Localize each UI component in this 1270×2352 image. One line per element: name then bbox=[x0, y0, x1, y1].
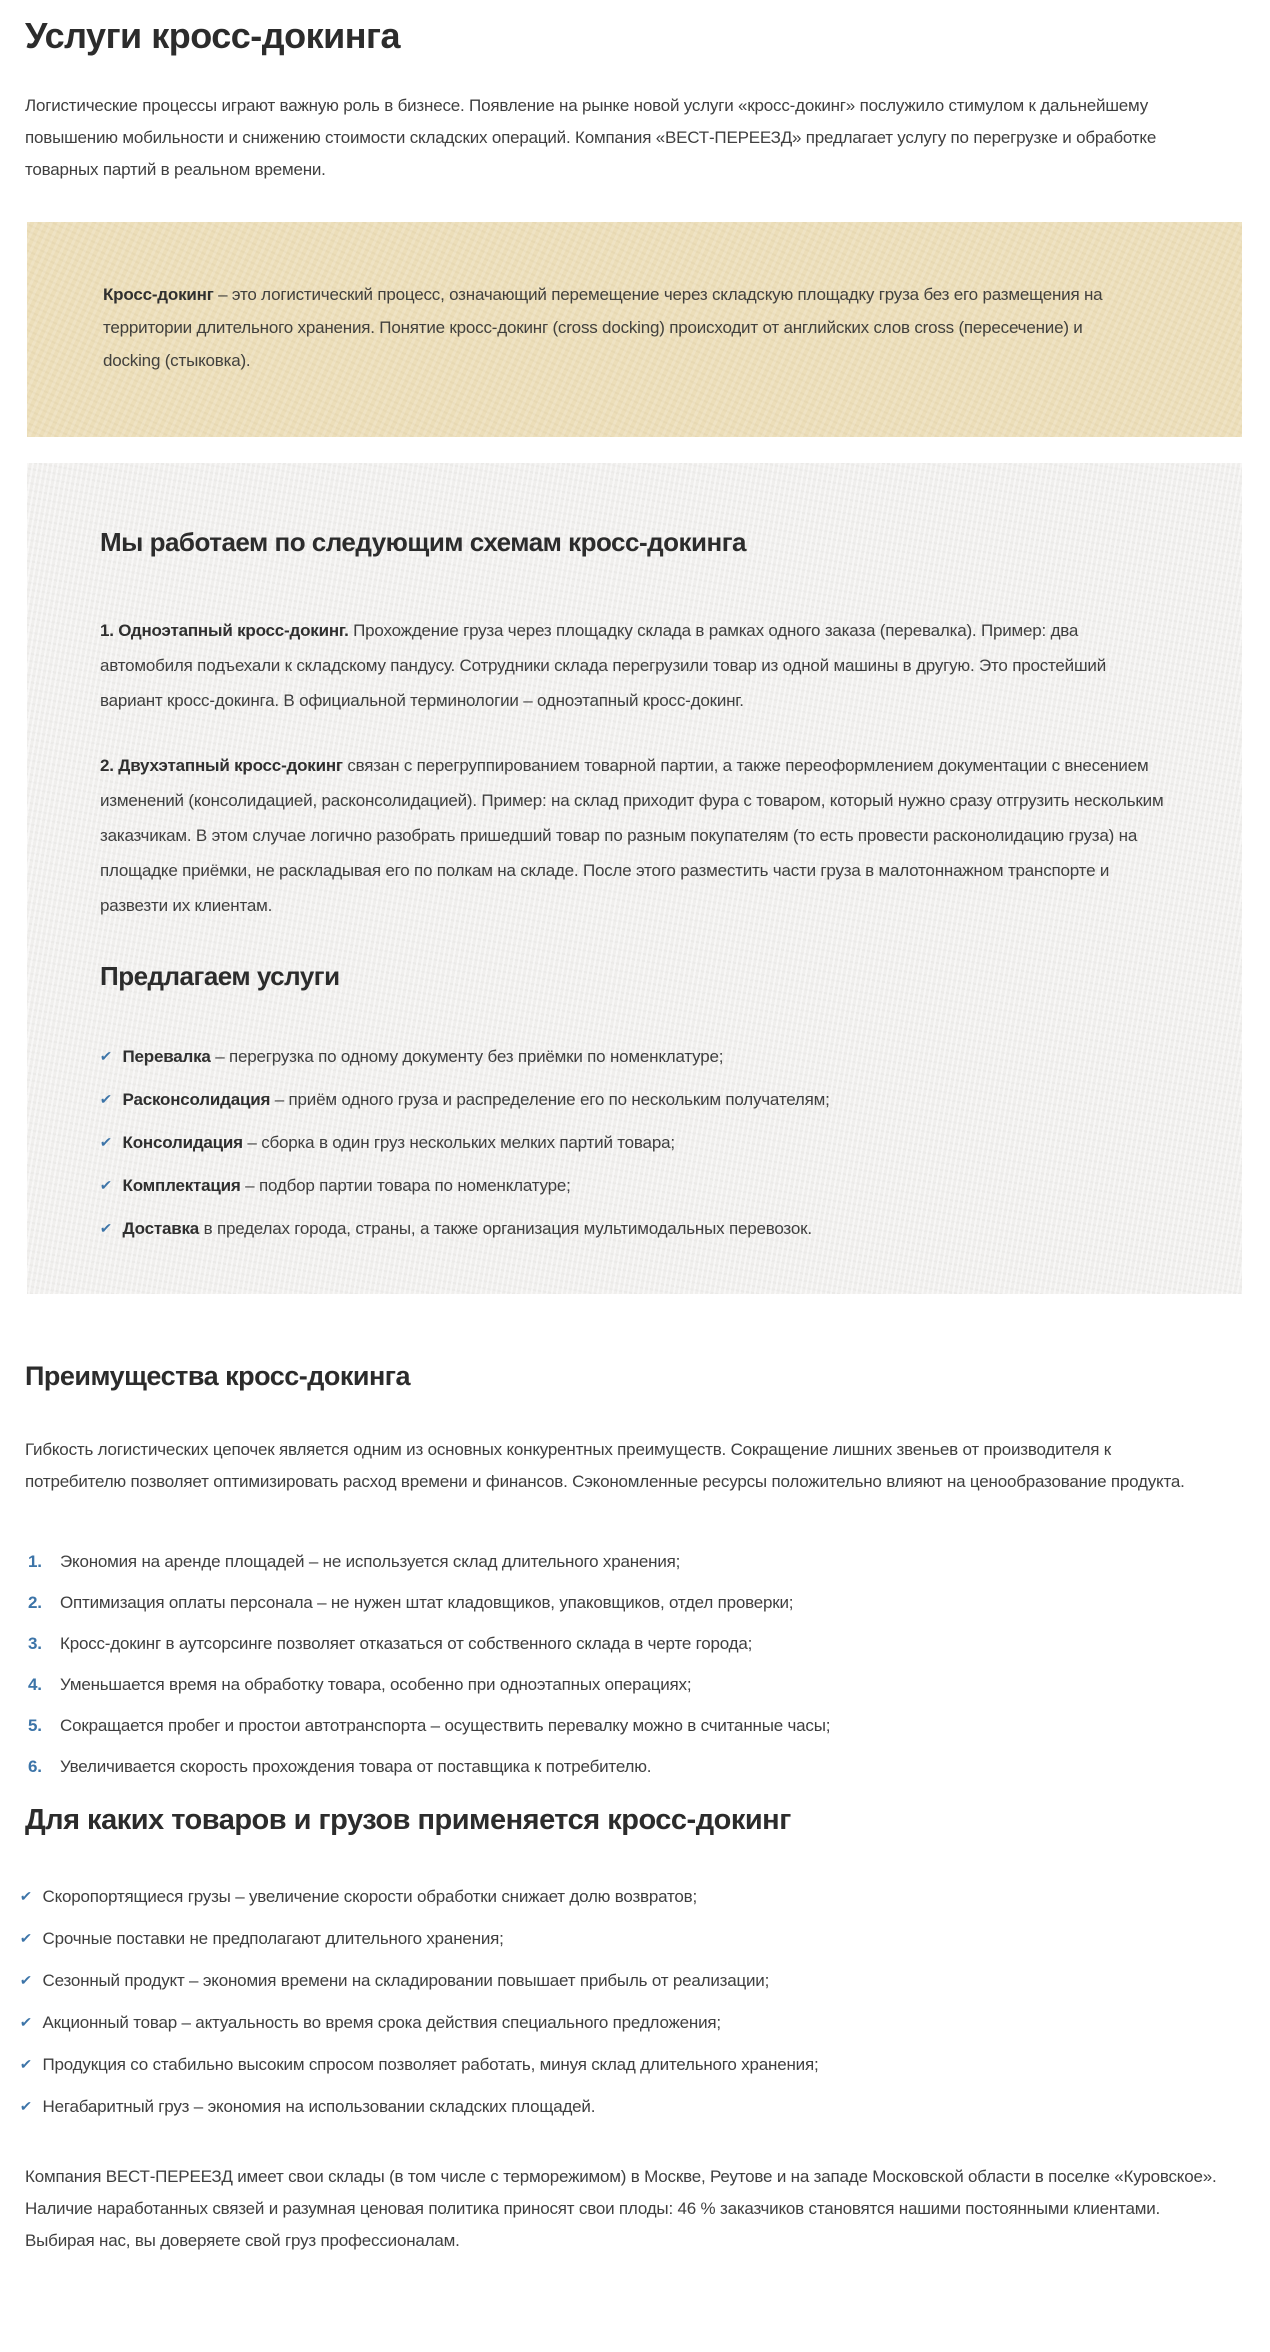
service-text: – подбор партии товара по номенклатуре; bbox=[240, 1176, 571, 1195]
list-item bbox=[100, 1127, 1167, 1159]
definition-callout bbox=[27, 222, 1242, 437]
check-icon: ✔ bbox=[99, 1048, 113, 1064]
goods-text: Негабаритный груз – экономия на использовании складских площадей. bbox=[42, 2097, 596, 2116]
goods-text: Продукция со стабильно высоким спросом позволяет работать, минуя склад длительного хранения; bbox=[42, 2055, 819, 2074]
check-icon: ✔ bbox=[19, 2014, 33, 2030]
service-lead: Доставка bbox=[122, 1219, 200, 1238]
list-item bbox=[28, 1628, 1225, 1660]
services-heading: Предлагаем услуги bbox=[100, 961, 340, 991]
page-title: Услуги кросс-докинга bbox=[25, 15, 400, 56]
goods-heading: Для каких товаров и грузов применяется кросс-докинг bbox=[25, 1804, 791, 1836]
list-item bbox=[20, 2049, 1225, 2081]
list-number: 4. bbox=[28, 1675, 42, 1694]
advantage-text: Оптимизация оплаты персонала – не нужен штат кладовщиков, упаковщиков, отдел проверки; bbox=[60, 1593, 794, 1612]
advantage-text: Сокращается пробег и простои автотранспорта – осуществить перевалку можно в считанные часы; bbox=[60, 1716, 831, 1735]
advantages-paragraph: Гибкость логистических цепочек является одним из основных конкурентных преимуществ. Сокращение лишних звеньев от производителя к потребителю позволяет оптимизировать расход времени и финансов. Сэкономленные ресурсы положительно влияют на ценообразование продукта. bbox=[25, 1440, 1185, 1491]
schemes-heading: Мы работаем по следующим схемам кросс-докинга bbox=[100, 527, 746, 557]
advantage-text: Уменьшается время на обработку товара, особенно при одноэтапных операциях; bbox=[60, 1675, 692, 1694]
list-item bbox=[28, 1546, 1225, 1578]
goods-text: Акционный товар – актуальность во время срока действия специального предложения; bbox=[42, 2013, 721, 2032]
scheme-paragraph bbox=[100, 748, 1167, 923]
service-text: в пределах города, страны, а также организация мультимодальных перевозок. bbox=[199, 1219, 812, 1238]
scheme-lead: 2. Двухэтапный кросс-докинг bbox=[100, 756, 343, 775]
closing-paragraph: Компания ВЕСТ-ПЕРЕЕЗД имеет свои склады (в том числе с терморежимом) в Москве, Реутове и на западе Московской области в поселке «Куровское». Наличие наработанных связей и разумная ценовая политика приносят свои плоды: 46 % заказчиков становятся нашими постоянными клиентами. Выбирая нас, вы доверяете свой груз профессионалам. bbox=[25, 2167, 1217, 2250]
scheme-lead: 1. Одноэтапный кросс-докинг. bbox=[100, 621, 349, 640]
advantage-text: Экономия на аренде площадей – не используется склад длительного хранения; bbox=[60, 1552, 681, 1571]
check-icon: ✔ bbox=[19, 1888, 33, 1904]
advantages-list bbox=[28, 1546, 1225, 1783]
list-item bbox=[28, 1587, 1225, 1619]
list-number: 5. bbox=[28, 1716, 42, 1735]
list-number: 3. bbox=[28, 1634, 42, 1653]
definition-body: – это логистический процесс, означающий перемещение через складскую площадку груза без его размещения на территории длительного хранения. Понятие кросс-докинг (cross docking) происходит от английских слов cross (пересечение) и docking (стыковка). bbox=[103, 285, 1103, 370]
advantages-heading: Преимущества кросс-докинга bbox=[25, 1361, 411, 1391]
list-item bbox=[28, 1710, 1225, 1742]
list-item bbox=[20, 2007, 1225, 2039]
list-item bbox=[20, 1923, 1225, 1955]
service-text: – приём одного груза и распределение его по нескольким получателям; bbox=[270, 1090, 830, 1109]
list-item bbox=[28, 1751, 1225, 1783]
scheme-body: Прохождение груза через площадку склада в рамках одного заказа (перевалка). Пример: два автомобиля подъехали к складскому пандусу. Сотрудники склада перегрузили товар из одной машины в другую. Это простейший вариант кросс-докинга. В официальной терминологии – одноэтапный кросс-докинг. bbox=[100, 621, 1107, 710]
goods-text: Сезонный продукт – экономия времени на складировании повышает прибыль от реализации; bbox=[42, 1971, 770, 1990]
scheme-body: связан с перегруппированием товарной партии, а также переоформлением документации с внесением изменений (консолидацией, расконсолидацией). Пример: на склад приходит фура с товаром, который нужно сразу отгрузить нескольким заказчикам. В этом случае логично разобрать пришедший товар по разным покупателям (то есть провести расконолидацию груза) на площадке приёмки, не раскладывая его по полкам на складе. После этого разместить части груза в малотоннажном транспорте и развезти их клиентам. bbox=[100, 756, 1164, 915]
goods-list bbox=[20, 1881, 1225, 2123]
list-number: 2. bbox=[28, 1593, 42, 1612]
goods-text: Скоропортящиеся грузы – увеличение скорости обработки снижает долю возвратов; bbox=[42, 1887, 698, 1906]
check-icon: ✔ bbox=[19, 1972, 33, 1988]
definition-text bbox=[103, 278, 1137, 377]
schemes-panel bbox=[27, 463, 1242, 1294]
check-icon: ✔ bbox=[19, 2056, 33, 2072]
list-item bbox=[100, 1170, 1167, 1202]
list-item bbox=[20, 1881, 1225, 1913]
service-lead: Комплектация bbox=[122, 1176, 241, 1195]
service-text: – перегрузка по одному документу без приёмки по номенклатуре; bbox=[210, 1047, 724, 1066]
service-text: – сборка в один груз нескольких мелких партий товара; bbox=[242, 1133, 675, 1152]
list-item bbox=[20, 2091, 1225, 2123]
list-item bbox=[100, 1084, 1167, 1116]
list-item bbox=[100, 1213, 1167, 1245]
check-icon: ✔ bbox=[99, 1134, 113, 1150]
service-lead: Расконсолидация bbox=[122, 1090, 271, 1109]
advantage-text: Увеличивается скорость прохождения товара от поставщика к потребителю. bbox=[60, 1757, 652, 1776]
service-lead: Консолидация bbox=[122, 1133, 243, 1152]
check-icon: ✔ bbox=[19, 1930, 33, 1946]
goods-text: Срочные поставки не предполагают длительного хранения; bbox=[42, 1929, 504, 1948]
check-icon: ✔ bbox=[99, 1220, 113, 1236]
intro-paragraph: Логистические процессы играют важную роль в бизнесе. Появление на рынке новой услуги «кросс-докинг» послужило стимулом к дальнейшему повышению мобильности и снижению стоимости складских операций. Компания «ВЕСТ-ПЕРЕЕЗД» предлагает услугу по перегрузке и обработке товарных партий в реальном времени. bbox=[25, 96, 1157, 179]
check-icon: ✔ bbox=[99, 1091, 113, 1107]
list-item bbox=[20, 1965, 1225, 1997]
check-icon: ✔ bbox=[99, 1177, 113, 1193]
check-icon: ✔ bbox=[19, 2098, 33, 2114]
definition-term: Кросс-докинг bbox=[103, 285, 214, 304]
advantage-text: Кросс-докинг в аутсорсинге позволяет отказаться от собственного склада в черте города; bbox=[60, 1634, 753, 1653]
services-list bbox=[100, 1041, 1167, 1245]
list-item bbox=[100, 1041, 1167, 1073]
service-lead: Перевалка bbox=[122, 1047, 211, 1066]
article bbox=[0, 14, 1270, 2257]
list-number: 6. bbox=[28, 1757, 42, 1776]
scheme-paragraph bbox=[100, 613, 1167, 718]
list-item bbox=[28, 1669, 1225, 1701]
list-number: 1. bbox=[28, 1552, 42, 1571]
